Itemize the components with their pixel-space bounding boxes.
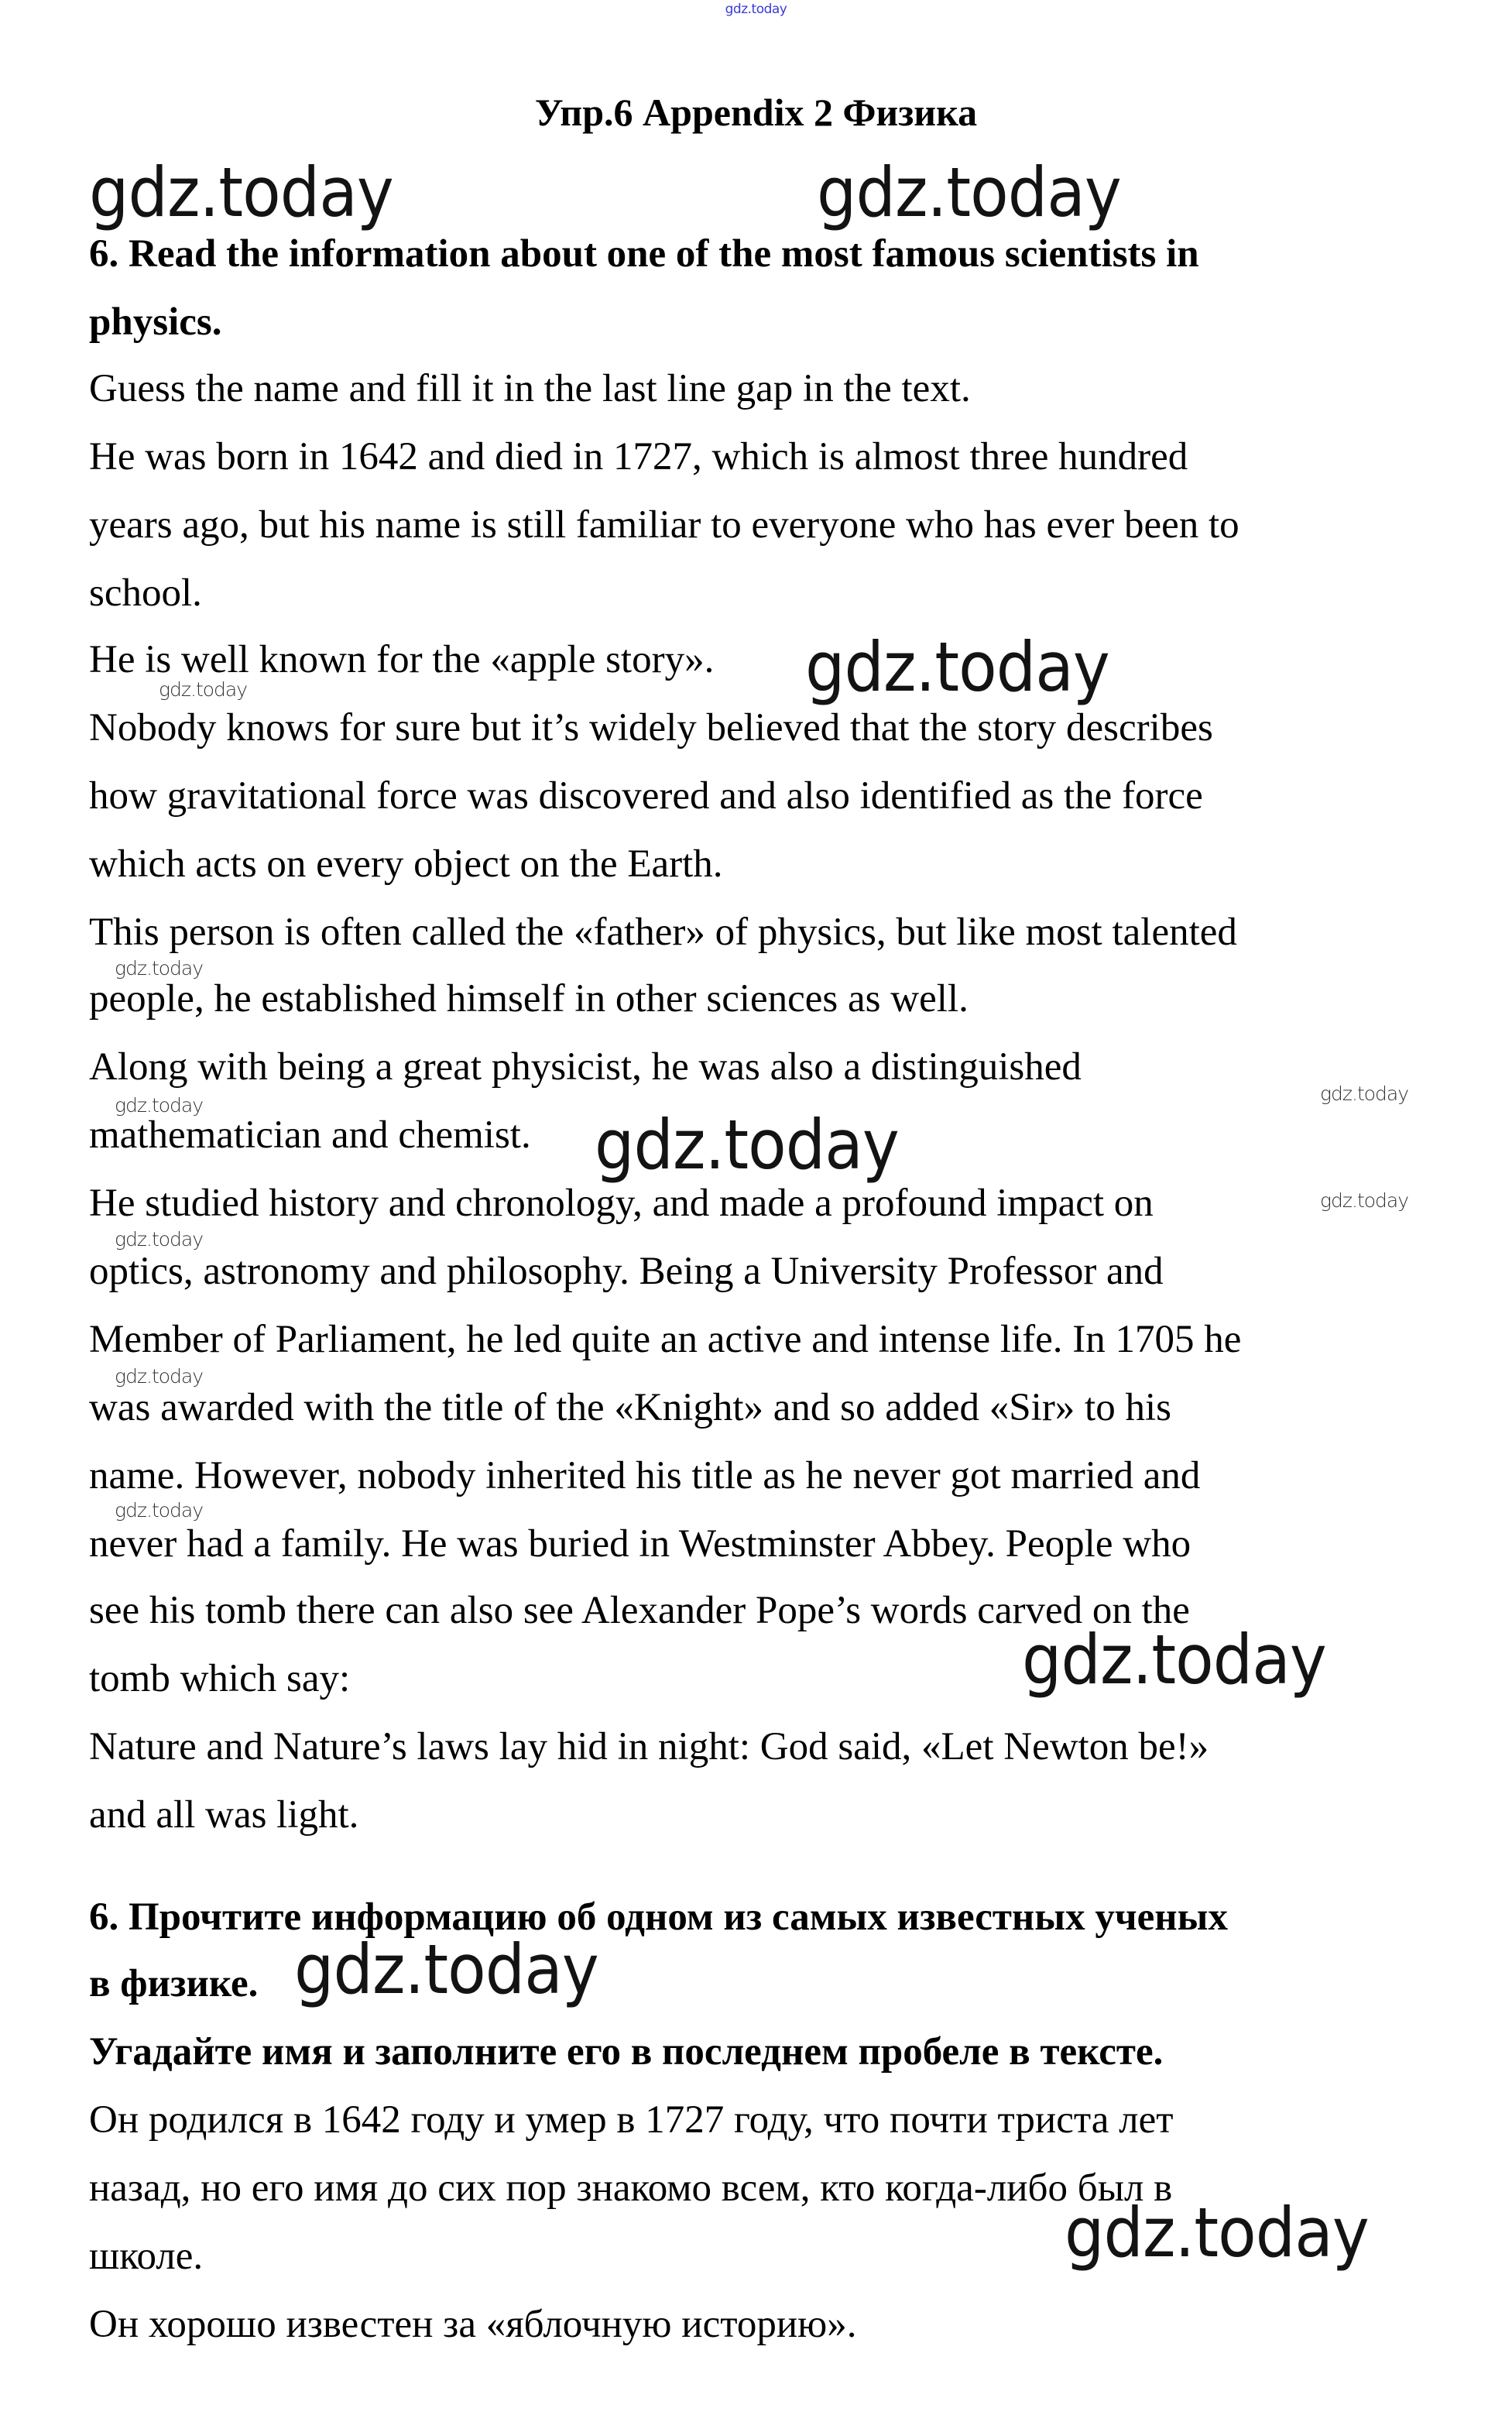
watermark-large: gdz.today [595,1105,899,1185]
watermark-large: gdz.today [1065,2193,1369,2273]
paragraph-line: Along with being a great physicist, he was also a distinguished [89,1045,1082,1089]
watermark-small: gdz.today [115,957,204,979]
paragraph-line: people, he established himself in other sciences as well. [89,977,969,1021]
watermark-small: gdz.today [1320,1082,1409,1105]
watermark-small: gdz.today [115,1365,204,1388]
watermark-small: gdz.today [115,1094,204,1117]
paragraph-line: was awarded with the title of the «Knight» and so added «Sir» to his [89,1386,1171,1429]
paragraph-line: name. However, nobody inherited his title as he never got married and [89,1454,1201,1497]
paragraph-line: He studied history and chronology, and made a profound impact on [89,1182,1154,1225]
exercise-heading: 6. Read the information about one of the most famous scientists in [89,232,1199,276]
quote-line: Nature and Nature’s laws lay hid in night: God said, «Let Newton be!» [89,1725,1209,1768]
watermark-large: gdz.today [817,153,1121,232]
paragraph-line: Member of Parliament, he led quite an active and intense life. In 1705 he [89,1318,1242,1361]
instruction-text: Guess the name and fill it in the last line gap in the text. [89,367,971,410]
watermark-large: gdz.today [89,153,393,232]
quote-line: and all was light. [89,1793,359,1837]
paragraph-line: Nobody knows for sure but it’s widely believed that the story describes [89,706,1213,750]
paragraph-line: mathematician and chemist. [89,1113,531,1157]
paragraph-line: never had a family. He was buried in Westminster Abbey. People who [89,1522,1191,1566]
watermark-small: gdz.today [1320,1189,1409,1212]
exercise-heading: physics. [89,300,222,344]
paragraph-line-ru: Он хорошо известен за «яблочную историю». [89,2303,857,2346]
paragraph-line: This person is often called the «father» of physics, but like most talented [89,911,1237,954]
watermark-large: gdz.today [294,1930,598,2009]
paragraph-line: see his tomb there can also see Alexander Pope’s words carved on the [89,1589,1190,1632]
paragraph-line: years ago, but his name is still familiar to everyone who has ever been to [89,503,1239,547]
watermark-small: gdz.today [115,1228,204,1250]
top-watermark: gdz.today [725,2,787,17]
watermark-small: gdz.today [115,1499,204,1521]
watermark-large: gdz.today [805,627,1109,707]
watermark-small: gdz.today [159,678,248,701]
exercise-heading-ru: в физике. [89,1962,259,2005]
instruction-text-ru: Угадайте имя и заполните его в последнем пробеле в тексте. [89,2030,1164,2074]
paragraph-line: He was born in 1642 and died in 1727, which is almost three hundred [89,435,1188,479]
paragraph-line: which acts on every object on the Earth. [89,842,723,886]
paragraph-line: tomb which say: [89,1657,351,1700]
page-title: Упр.6 Appendix 2 Физика [534,91,978,134]
paragraph-line-ru: назад, но его имя до сих пор знакомо всем, кто когда-либо был в [89,2166,1173,2210]
paragraph-line-ru: Он родился в 1642 году и умер в 1727 году, что почти триста лет [89,2098,1174,2142]
paragraph-line: optics, astronomy and philosophy. Being a University Professor and [89,1250,1164,1293]
paragraph-line: how gravitational force was discovered and also identified as the force [89,774,1203,818]
exercise-heading-ru: 6. Прочтите информацию об одном из самых известных ученых [89,1895,1228,1939]
watermark-large: gdz.today [1022,1620,1326,1700]
paragraph-line: school. [89,571,202,615]
paragraph-line-ru: школе. [89,2235,204,2278]
paragraph-line: He is well known for the «apple story». [89,638,715,681]
